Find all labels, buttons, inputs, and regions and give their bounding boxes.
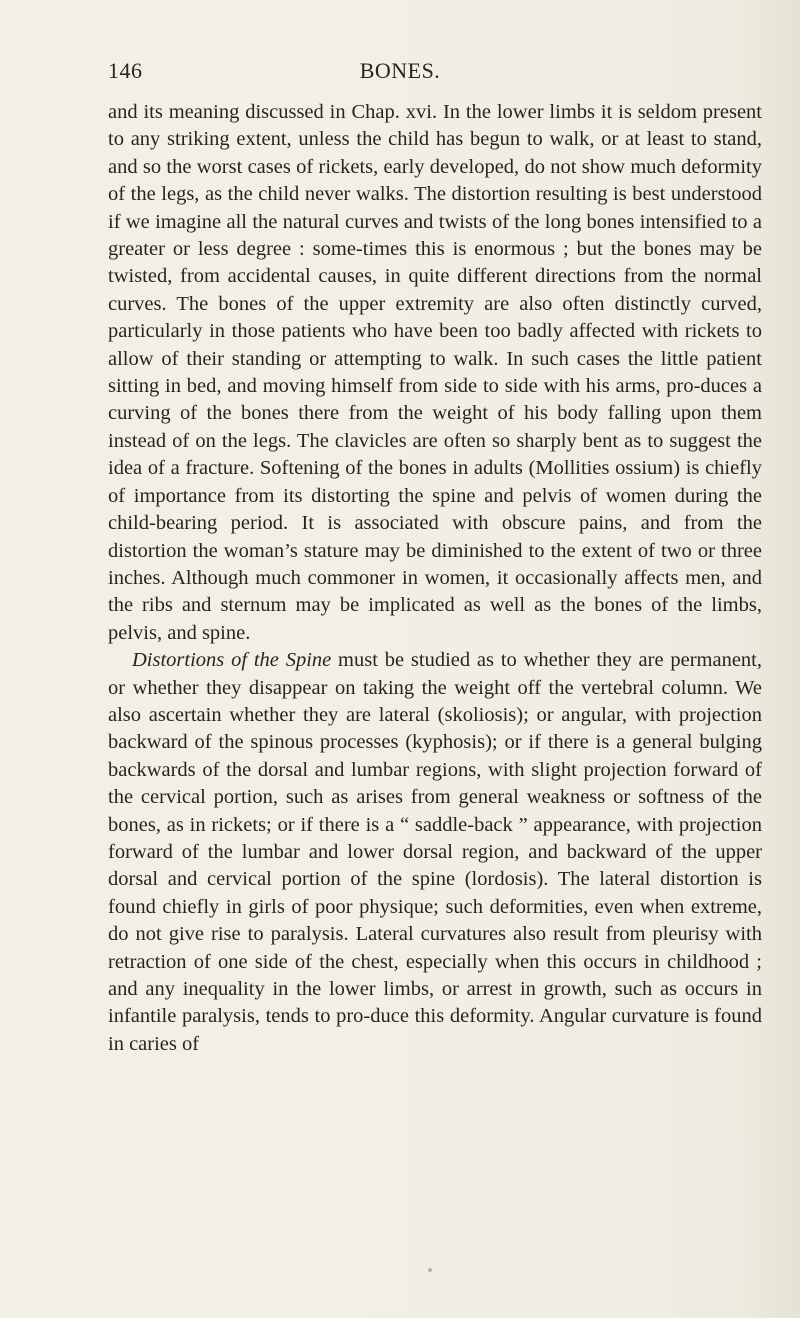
paragraph-rickets-and-softening: and its meaning discussed in Chap. xvi. In the lower limbs it is seldom present to any striking extent, unless the child has begun to walk, or at least to stand, and so the worst cases of rickets, early developed, do not show much deformity of the legs, as the child never walks. The distortion resulting is best understood if we imagine all the natural curves and twists of the long bones intensified to a greater or less degree : some-times this is enormous ; but the bones may be twisted, from accidental causes, in quite different directions from the normal curves. The bones of the upper extremity are also often distinctly curved, particularly in those patients who have been too badly affected with rickets to allow of their standing or attempting to walk. In such cases the little patient sitting in bed, and moving himself from side to side with his arms, pro-duces a curving of the bones there from the weight of his body falling upon them instead of on the legs. The clavicles are often so sharply bent as to suggest the idea of a fracture. Softening of the bones in adults (Mollities ossium) is chiefly of importance from its distorting the spine and pelvis of women during the child-bearing period. It is associated with obscure pains, and from the distortion the woman’s stature may be diminished to the extent of two or three inches. Although much commoner in women, it occasionally affects men, and the ribs and sternum may be implicated as well as the bones of the limbs, pelvis, and spine. xyxy=(108,101,762,644)
body-text xyxy=(108,99,762,1058)
paper-speck xyxy=(428,1268,432,1272)
page-header xyxy=(0,58,800,88)
section-lead-italic: Distortions of the Spine xyxy=(132,649,332,672)
running-head: BONES. xyxy=(359,58,441,83)
paragraph-spine-distortions-text: must be studied as to whether they are permanent, or whether they disappear on taking the weight off the vertebral column. We also ascertain whether they are lateral (skoliosis); or angular, with projection backward of the spinous processes (kyphosis); or if there is a general bulging backwards of the dorsal and lumbar regions, with slight projection forward of the cervical portion, such as arises from general weakness or softness of the bones, as in rickets; or if there is a “ saddle-back ” appearance, with projection forward of the lumbar and lower dorsal region, and backward of the upper dorsal and cervical portion of the spine (lordosis). The lateral distortion is found chiefly in girls of poor physique; such deformities, even when extreme, do not give rise to paralysis. Lateral curvatures also result from pleurisy with retraction of one side of the chest, especially when this occurs in childhood ; and any inequality in the lower limbs, or arrest in growth, such as occurs in infantile paralysis, tends to pro-duce this deformity. Angular curvature is found in caries of xyxy=(108,649,762,1055)
paragraph-spine-distortions xyxy=(108,647,762,1058)
page-number: 146 xyxy=(108,58,143,83)
